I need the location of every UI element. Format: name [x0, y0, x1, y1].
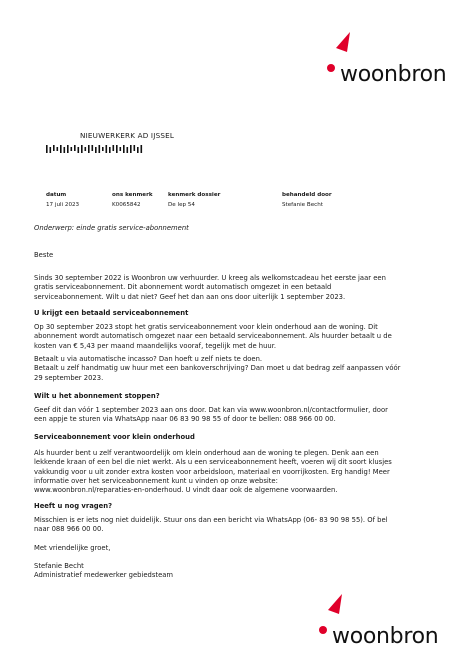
heading-vragen: Heeft u nog vragen? [34, 502, 113, 510]
meta-dossier [168, 192, 220, 208]
meta-behandeld [282, 192, 332, 208]
meta-ons-kenmerk [112, 192, 153, 208]
text-line: Misschien is er iets nog niet duidelijk. Stuur ons dan een bericht via WhatsApp (06- 83 90 98 55). Of bel [34, 516, 388, 524]
meta-datum [46, 192, 79, 208]
heading-stoppen: Wilt u het abonnement stoppen? [34, 392, 160, 400]
text-line: Betaalt u zelf handmatig uw huur met een bankoverschrijving? Dan moet u dat bedrag zelf aanpassen vóór [34, 364, 401, 373]
meta-behandeld-label: behandeld door [282, 192, 332, 198]
meta-ons-kenmerk-label: ons kenmerk [112, 192, 153, 198]
text-line: 29 september 2023. [34, 373, 104, 382]
paragraph-betaald [34, 323, 446, 351]
paragraph-intro [34, 274, 446, 302]
meta-behandeld-value: Stefanie Becht [282, 202, 323, 208]
text-line: Betaalt u via automatische incasso? Dan hoeft u zelf niets te doen. [34, 355, 263, 363]
paragraph-betalen [34, 355, 446, 383]
letter-subject: Onderwerp: einde gratis service-abonnement [34, 224, 189, 232]
text-line: vakkundig voor u uit zonder extra kosten voor arbeidsloon, materiaal en voorrijkosten. Erg handig! Meer [34, 467, 390, 476]
paragraph-klein-onderhoud [34, 449, 446, 495]
letter-salutation: Beste [34, 251, 54, 259]
signature-block [34, 562, 446, 581]
text-line: Geef dit dan vóór 1 september 2023 aan ons door. Dat kan via www.woonbron.nl/contactformulier, door [34, 406, 388, 414]
woonbron-logo-top [326, 28, 456, 88]
text-line: Als huurder bent u zelf verantwoordelijk om klein onderhoud aan de woning te plegen. Denk aan een [34, 449, 379, 457]
postal-barcode-icon [46, 145, 146, 153]
heading-betaald: U krijgt een betaald serviceabonnement [34, 309, 189, 317]
redacted-name [64, 253, 116, 258]
meta-datum-value: 17 juli 2023 [46, 202, 80, 208]
text-line: Sinds 30 september 2022 is Woonbron uw verhuurder. U kreeg als welkomstcadeau het eerste jaar een [34, 274, 386, 282]
text-line: serviceabonnement. Wilt u dat niet? Geef het dan aan ons door uiterlijk 1 september 2023. [34, 292, 346, 301]
letter-meta [46, 192, 386, 214]
logo-wordmark: woonbron [332, 624, 439, 649]
text-line: gratis serviceabonnement. Dit abonnement wordt automatisch omgezet in een betaald [34, 283, 332, 292]
heading-klein-onderhoud: Serviceabonnement voor klein onderhoud [34, 433, 195, 441]
paragraph-stoppen [34, 406, 446, 425]
text-line: Op 30 september 2023 stopt het gratis serviceabonnement voor klein onderhoud aan de woning. Dit [34, 323, 378, 331]
website-link[interactable]: www.woonbron.nl/reparaties-en-onderhoud. U vindt daar ook de algemene voorwaarden. [34, 486, 338, 495]
recipient-city: NIEUWERKERK AD IJSSEL [80, 131, 175, 140]
woonbron-logo-bottom [318, 590, 448, 650]
meta-dossier-label: kenmerk dossier [168, 192, 221, 198]
text-line: een appje te sturen via WhatsApp naar 06 83 90 98 55 of door te bellen: 088 966 00 00. [34, 415, 336, 424]
signature-name: Stefanie Becht [34, 562, 84, 570]
paragraph-vragen [34, 516, 446, 535]
meta-ons-kenmerk-value: K0065842 [112, 202, 141, 208]
meta-dossier-value: De lep 54 [168, 202, 195, 208]
closing: Met vriendelijke groet, [34, 544, 111, 552]
text-line: kosten van € 5,43 per maand maandelijks vooraf, tegelijk met de huur. [34, 341, 277, 350]
text-line: informatie over het serviceabonnement kunt u vinden op onze website: [34, 476, 278, 485]
text-line: abonnement wordt automatisch omgezet naar een betaald serviceabonnement. Als huurder betaalt u de [34, 332, 392, 341]
text-line: naar 088 966 00 00. [34, 525, 104, 534]
meta-datum-label: datum [46, 192, 67, 198]
text-line: lekkende kraan of een bel die niet werkt. Als u een serviceabonnement heeft, voeren wij dit soort klusjes [34, 458, 392, 467]
signature-title: Administratief medewerker gebiedsteam [34, 571, 174, 580]
logo-wordmark: woonbron [340, 62, 447, 87]
